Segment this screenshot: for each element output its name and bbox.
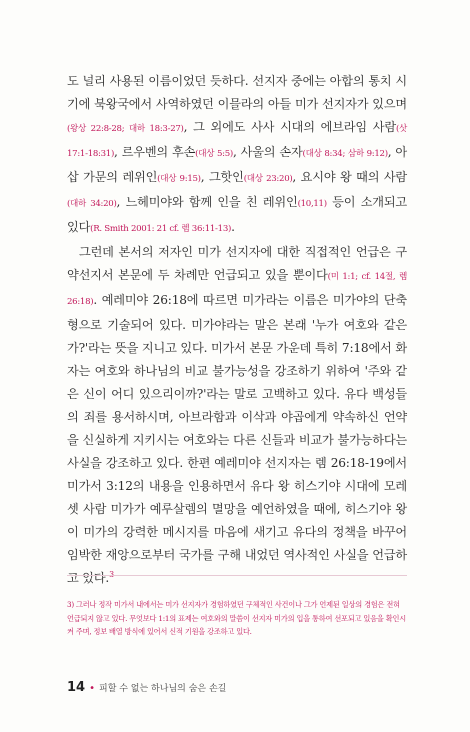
text-run: 그런데 본서의 저자인 미가 선지자에 대한 직접적인 언급은 구약선지서 본문에 두 차례만 언급되고 있을 뿐이다 xyxy=(67,245,407,282)
citation: (대상 23:20) xyxy=(243,174,293,184)
text-run: 등이 소개되고 있다 xyxy=(67,195,407,234)
page-footer xyxy=(67,680,226,695)
text-run: . 예레미야 26:18에 따르면 미가라는 이름은 미가야의 단축형으로 기술되어 있다. 미가야라는 말은 본래 '누가 여호와 같은가?'라는 뜻을 지니고 있다. 미가서 본문 가운데 특히 7:18에서 화자는 여호와 하나님의 비교 불가능성을 강조하기 위하여 '주와 같은 신이 어디 있으리이까?'라는 말로 고백하고 있다. 유다 백성들의 죄를 용서하시며, 아브라함과 이삭과 야곱에게 약속하신 언약을 신실하게 지키시는 여호와는 다른 신들과 비교가 불가능하다는 사실을 강조하고 있다. 한편 예레미야 선지자는 렘 26:18-19에서 미가서 3:12의 내용을 인용하면서 유다 왕 히스기야 시대에 모레셋 사람 미가가 예루살렘의 멸망을 예언하였을 때에, 히스기야 왕이 미가의 강력한 메시지를 마음에 새기고 유다의 정책을 바꾸어 임박한 재앙으로부터 국가를 구해 내었던 역사적인 사실을 언급하고 있다. xyxy=(67,293,407,585)
text-run: 도 널리 사용된 이름이었던 듯하다. 선지자 중에는 아합의 통치 시기에 북왕국에서 사역하였던 이믈라의 아들 미가 선지자가 있으며 xyxy=(67,74,407,111)
paragraph-2 xyxy=(67,241,407,590)
citation: (10,11) xyxy=(297,199,327,209)
footnote-ref: 3 xyxy=(109,569,114,579)
citation: (대상 9:15) xyxy=(157,174,201,184)
citation: (R. Smith 2001: 21 cf. 렘 36:11-13) xyxy=(90,224,232,234)
paragraph-1 xyxy=(67,70,407,241)
citation: (대하 34:20) xyxy=(67,199,117,209)
footnote-3: 3) 그러나 정작 미가서 내에서는 미가 선지자가 경험하였던 구체적인 사건이나 그가 언제된 일상의 경험은 전혀 언급되지 않고 있다. 무엇보다 1:1의 표제는 여호와의 말씀이 선지자 미가의 입을 통하여 선포되고 있음을 확인시켜 주며, 정보 배열 방식에 있어서 신적 기원을 강조하고 있다. xyxy=(67,600,406,636)
citation: (미 1:1; cf. 14절, 렘 26:18) xyxy=(67,272,407,307)
text-run: , 느헤미야와 함께 인을 친 레위인 xyxy=(116,195,298,209)
footer-separator: • xyxy=(89,683,95,694)
citation: (대상 8:34; 삼하 9:12) xyxy=(302,149,388,159)
text-run: , 그핫인 xyxy=(200,170,244,184)
running-title: 피할 수 없는 하나님의 숨은 손길 xyxy=(99,684,227,694)
citation: (삿 17:1-18:31) xyxy=(67,124,407,159)
text-run: . xyxy=(231,220,235,234)
page-number: 14 xyxy=(67,680,86,695)
text-run: , 아삽 가문의 레위인 xyxy=(67,145,408,184)
text-run: , 사울의 손자 xyxy=(232,145,303,159)
text-run: , 그 외에도 사사 시대의 에브라임 사람 xyxy=(183,120,396,134)
citation: (왕상 22:8-28; 대하 18:3-27) xyxy=(67,124,184,134)
text-run: , 요시야 왕 때의 사람 xyxy=(292,170,407,184)
footnote-divider xyxy=(67,575,407,576)
text-run: , 르우벤의 후손 xyxy=(114,145,196,159)
citation: (대상 5:5) xyxy=(195,149,233,159)
body-text xyxy=(67,70,407,590)
